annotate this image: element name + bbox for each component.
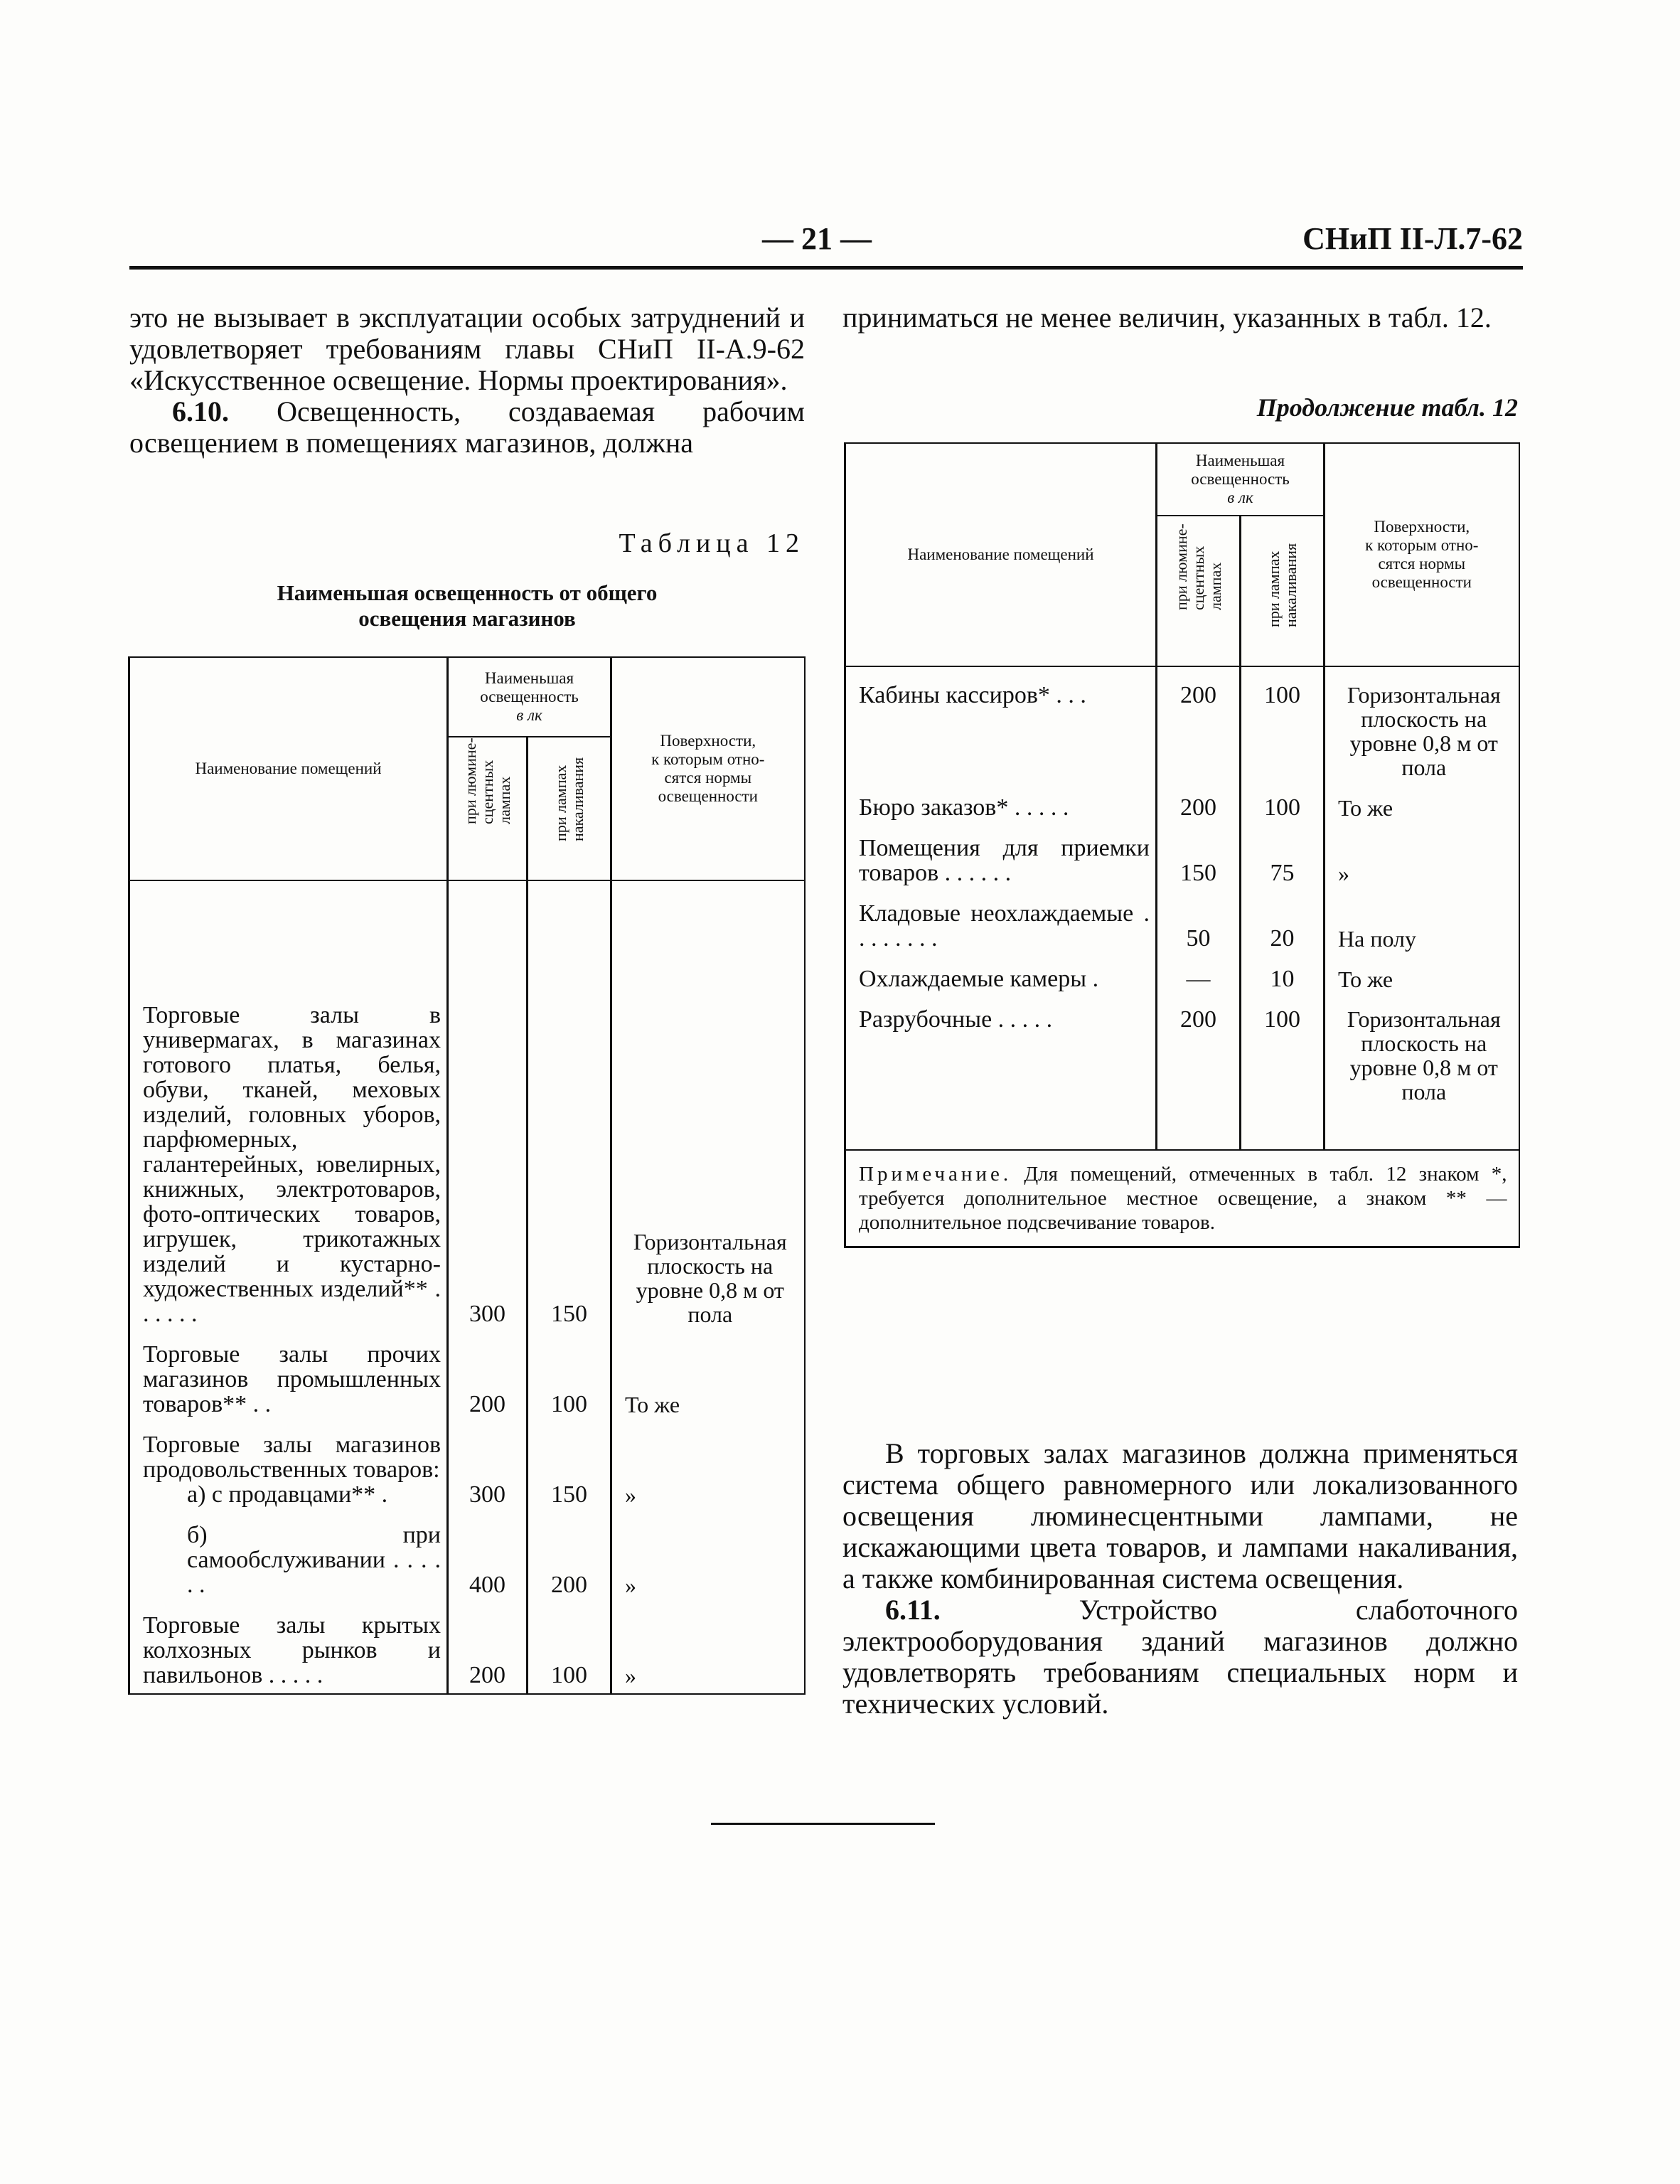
header-rule <box>129 266 1523 270</box>
table-row: а) с продавцами** . 300 150 » <box>129 1482 805 1507</box>
table-row: Торговые залы магазинов продовольственных товаров: <box>129 1432 805 1482</box>
header-illuminance-group: Наименьшая освещенность в лк <box>448 657 611 737</box>
header-incandescent: при лампах накаливания <box>1241 516 1325 666</box>
section-6-11-paragraph <box>842 1594 1518 1720</box>
header-room-name: Наименование помещений <box>845 443 1157 666</box>
table-12-continuation <box>844 442 1520 1248</box>
table-row: Кладовые неохлаждаемые . . . . . . . . 50 20 На полу <box>845 901 1519 951</box>
page-header <box>129 220 1523 270</box>
header-surface: Поверхности, к которым отно- сятся нормы освещенности <box>611 657 805 880</box>
lighting-system-paragraph: В торговых залах магазинов должна применяться система общего равномерного или локализованного освещения люминесцентными лампами, не искажающими цвета товаров, и лампами накаливания, а также комбинированная система освещения. <box>842 1437 1518 1594</box>
document-code: СНиП II-Л.7-62 <box>1302 221 1523 256</box>
continuation-paragraph: приниматься не менее величин, указанных в табл. 12. <box>842 302 1492 334</box>
table-row: Помещения для приемки товаров . . . . . . 150 75 » <box>845 836 1519 885</box>
table-row: б) при самообслуживании . . . . . . 400 200 » <box>129 1523 805 1597</box>
table-row: Разрубочные . . . . . 200 100 Горизонтальная плоскость на уровне 0,8 м от пола <box>845 1007 1519 1150</box>
header-fluorescent: при люмине- сцентных лампах <box>1157 516 1241 666</box>
table-row: Кабины кассиров* . . . 200 100 Горизонтальная плоскость на уровне 0,8 м от пола <box>845 683 1519 779</box>
section-6-10-paragraph <box>129 396 805 459</box>
intro-text-block <box>129 302 805 459</box>
note-label: Примечание. <box>859 1163 1012 1186</box>
table-header-row <box>129 657 805 737</box>
table-row: Торговые залы крытых колхозных рынков и павильонов . . . . . 200 100 » <box>129 1613 805 1694</box>
section-6-10-number: 6.10. <box>172 395 229 427</box>
section-6-11-text: Устройство слаботочного электрооборудования зданий магазинов должно удовлетворять требованиям специальных норм и технических условий. <box>842 1594 1518 1720</box>
table-row: Торговые залы в универмагах, в магазинах готового платья, белья, обуви, тканей, меховых изделий, головных уборов, парфюмерных, галантерейных, ювелирных, книжных, электротоваров, фото-оптических товаров, игрушек, трикотажных изделий и кустарно-художественных изделий** . . . . . . 300 150 Горизонтальная плоскость на уровне 0,8 м от пола <box>129 897 805 1326</box>
page-number: — 21 — <box>762 221 872 256</box>
table-row: Торговые залы прочих магазинов промышленных товаров** . . 200 100 То же <box>129 1342 805 1417</box>
table-continuation-label: Продолжение табл. 12 <box>1256 393 1518 422</box>
table-row: Охлаждаемые камеры . — 10 То же <box>845 966 1519 991</box>
section-6-10-text: Освещенность, создаваемая рабочим освещением в помещениях магазинов, должна <box>129 395 805 459</box>
header-room-name: Наименование помещений <box>129 657 448 880</box>
table-title <box>129 580 805 632</box>
section-6-11-number: 6.11. <box>885 1594 941 1626</box>
table-label: Таблица 12 <box>619 528 805 558</box>
section-6-10-continuation <box>842 302 1516 334</box>
table-12 <box>128 656 806 1695</box>
note-text: Для помещений, отмеченных в табл. 12 знаком *, требуется дополнительное местное освещение, а знаком ** — дополнительное подсвечивание товаров. <box>859 1163 1507 1234</box>
header-illuminance-group: Наименьшая освещенность в лк <box>1157 443 1325 516</box>
intro-paragraph: это не вызывает в эксплуатации особых затруднений и удовлетворяет требованиям главы СНиП II-А.9-62 «Искусственное освещение. Нормы проектирования». <box>129 302 805 396</box>
header-fluorescent: при люмине- сцентных лампах <box>448 737 528 880</box>
header-surface: Поверхности, к которым отно- сятся нормы освещенности <box>1325 443 1519 666</box>
table-title-line-2: освещения магазинов <box>358 606 576 631</box>
table-note <box>846 1151 1519 1246</box>
table-note-row <box>845 1150 1519 1247</box>
lighting-system-text-block <box>842 1438 1518 1720</box>
table-header-row <box>845 443 1519 516</box>
end-rule <box>711 1823 935 1825</box>
table-row: Бюро заказов* . . . . . 200 100 То же <box>845 795 1519 820</box>
table-title-line-1: Наименьшая освещенность от общего <box>277 580 658 605</box>
header-incandescent: при лампах накаливания <box>528 737 611 880</box>
